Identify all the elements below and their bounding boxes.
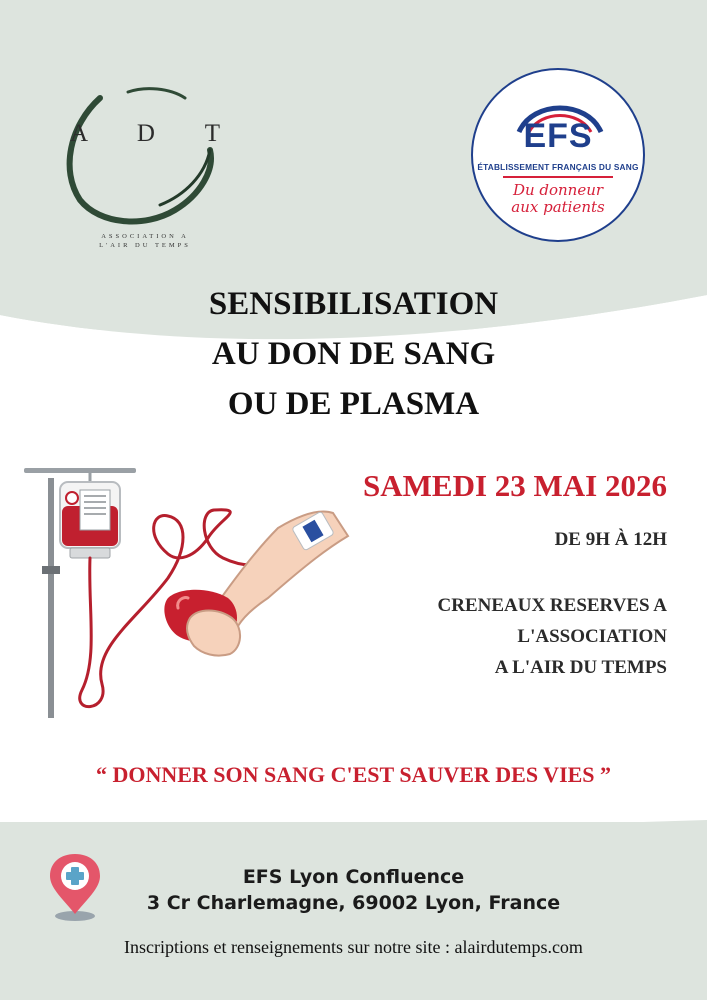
footer-info: Inscriptions et renseignements sur notre site : alairdutemps.com [124,937,583,957]
adt-logo-letters: A D T [70,120,243,147]
blood-donation-illustration [18,458,368,723]
iv-pole [48,478,54,718]
efs-logo-divider [503,176,613,178]
bottom-wave [0,800,707,860]
event-hours: DE 9H À 12H [554,529,667,550]
efs-logo [471,68,645,242]
efs-tagline-line1: Du donneur [512,181,604,199]
efs-logo-tagline [473,182,643,216]
slots-line2: L'ASSOCIATION [517,626,667,647]
adt-logo-subtitle: ASSOCIATION A L'AIR DU TEMPS [99,233,191,249]
headline-line3: OU DE PLASMA [227,386,480,422]
slots-line3: A L'AIR DU TEMPS [494,657,667,678]
location-name: EFS Lyon Confluence [242,866,465,888]
efs-logo-full-name: ÉTABLISSEMENT FRANÇAIS DU SANG [477,162,639,172]
headline [0,279,707,429]
efs-logo-name: EFS [523,117,593,155]
slogan-quote: “ DONNER SON SANG C'EST SAUVER DES VIES ” [95,762,612,787]
headline-line1: SENSIBILISATION [208,286,499,322]
event-slots [438,590,668,683]
efs-tagline-line2: aux patients [511,198,605,216]
location-address: 3 Cr Charlemagne, 69002 Lyon, France [146,892,561,914]
headline-line2: AU DON DE SANG [211,336,496,372]
slots-line1: CRENEAUX RESERVES A [437,595,667,616]
event-date: SAMEDI 23 MAI 2026 [363,468,667,503]
